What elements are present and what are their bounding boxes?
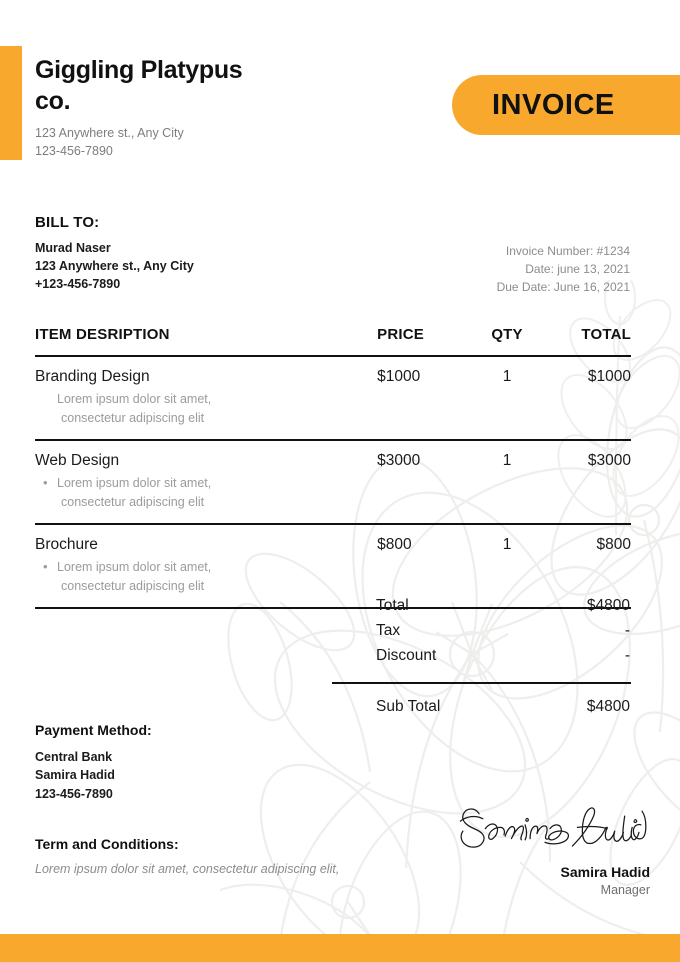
bill-to-phone: +123-456-7890 [35, 276, 121, 291]
totals-tax-value: - [624, 621, 630, 639]
line-items-table [35, 326, 631, 609]
payment-method-title: Payment Method: [35, 722, 152, 738]
bill-to-address: 123 Anywhere st., Any City [35, 258, 194, 273]
item-subline: consectetur adipiscing elit [61, 495, 205, 509]
totals-block [332, 594, 631, 720]
item-name: Brochure [35, 535, 98, 553]
item-qty: 1 [502, 535, 512, 553]
terms-title: Term and Conditions: [35, 836, 179, 852]
table-row [35, 441, 631, 523]
table-header-row [35, 326, 631, 355]
item-subline: consectetur adipiscing elit [61, 578, 205, 593]
totals-subtotal-label: Sub Total [376, 698, 441, 716]
totals-rule [332, 682, 631, 684]
item-name: Branding Design [35, 368, 150, 385]
totals-tax-label: Tax [376, 621, 401, 639]
signer-role: Manager [600, 883, 650, 897]
header-accent-bar [0, 46, 22, 160]
payment-bank: Central Bank [35, 750, 113, 764]
company-block [35, 55, 275, 161]
item-description-cell [35, 535, 372, 596]
item-price: $1000 [377, 368, 421, 385]
item-total: $800 [596, 535, 631, 553]
invoice-number: Invoice Number: #1234 [505, 244, 630, 258]
totals-row-tax [332, 619, 631, 644]
item-price: $800 [377, 535, 412, 553]
item-subline: • Lorem ipsum dolor sit amet, [35, 559, 372, 577]
bill-to-title: BILL TO: [35, 214, 100, 231]
invoice-meta-block [497, 242, 630, 297]
totals-subtotal-value: $4800 [586, 698, 630, 716]
totals-total-label: Total [376, 597, 409, 614]
totals-row-total [332, 594, 631, 619]
totals-discount-label: Discount [376, 646, 437, 664]
table-header-qty: QTY [491, 326, 523, 343]
invoice-due-date: Due Date: June 16, 2021 [496, 280, 630, 295]
payment-account-name: Samira Hadid [35, 768, 115, 783]
totals-row-discount [332, 644, 631, 669]
item-description-cell [35, 367, 372, 428]
invoice-badge-label: INVOICE [492, 88, 615, 121]
table-row [35, 357, 631, 439]
company-address: 123 Anywhere st., Any City [35, 126, 184, 140]
totals-total-value: $4800 [586, 597, 630, 614]
totals-discount-value: - [624, 646, 630, 664]
footer-accent-bar [0, 934, 680, 962]
table-header-total: TOTAL [581, 326, 631, 343]
invoice-date: Date: june 13, 2021 [525, 262, 630, 277]
company-name: Giggling Platypus co. [35, 56, 243, 115]
signer-name: Samira Hadid [560, 864, 650, 880]
item-name: Web Design [35, 451, 120, 469]
totals-row-subtotal [332, 695, 631, 720]
payment-method-block [35, 722, 152, 803]
table-header-description: ITEM DESRIPTION [35, 326, 170, 343]
company-contact [35, 125, 275, 161]
bill-to-block [35, 214, 194, 293]
item-description-cell [35, 451, 372, 512]
bill-to-name: Murad Naser [35, 241, 111, 255]
item-total: $1000 [587, 368, 631, 385]
item-total: $3000 [587, 451, 631, 469]
item-subline: Lorem ipsum dolor sit amet, [57, 392, 212, 407]
signature-block [420, 800, 650, 897]
item-qty: 1 [502, 368, 512, 385]
table-header-price: PRICE [377, 326, 424, 343]
terms-block [35, 836, 345, 878]
terms-text: Lorem ipsum dolor sit amet, consectetur adipiscing elit, [35, 862, 340, 876]
signature-icon [450, 800, 650, 856]
payment-account-phone: 123-456-7890 [35, 786, 113, 801]
item-qty: 1 [502, 451, 512, 469]
company-phone: 123-456-7890 [35, 143, 113, 158]
item-subline: • Lorem ipsum dolor sit amet, [35, 475, 372, 493]
invoice-badge [452, 75, 680, 135]
item-subline: consectetur adipiscing elit [61, 411, 205, 426]
item-price: $3000 [377, 451, 421, 469]
